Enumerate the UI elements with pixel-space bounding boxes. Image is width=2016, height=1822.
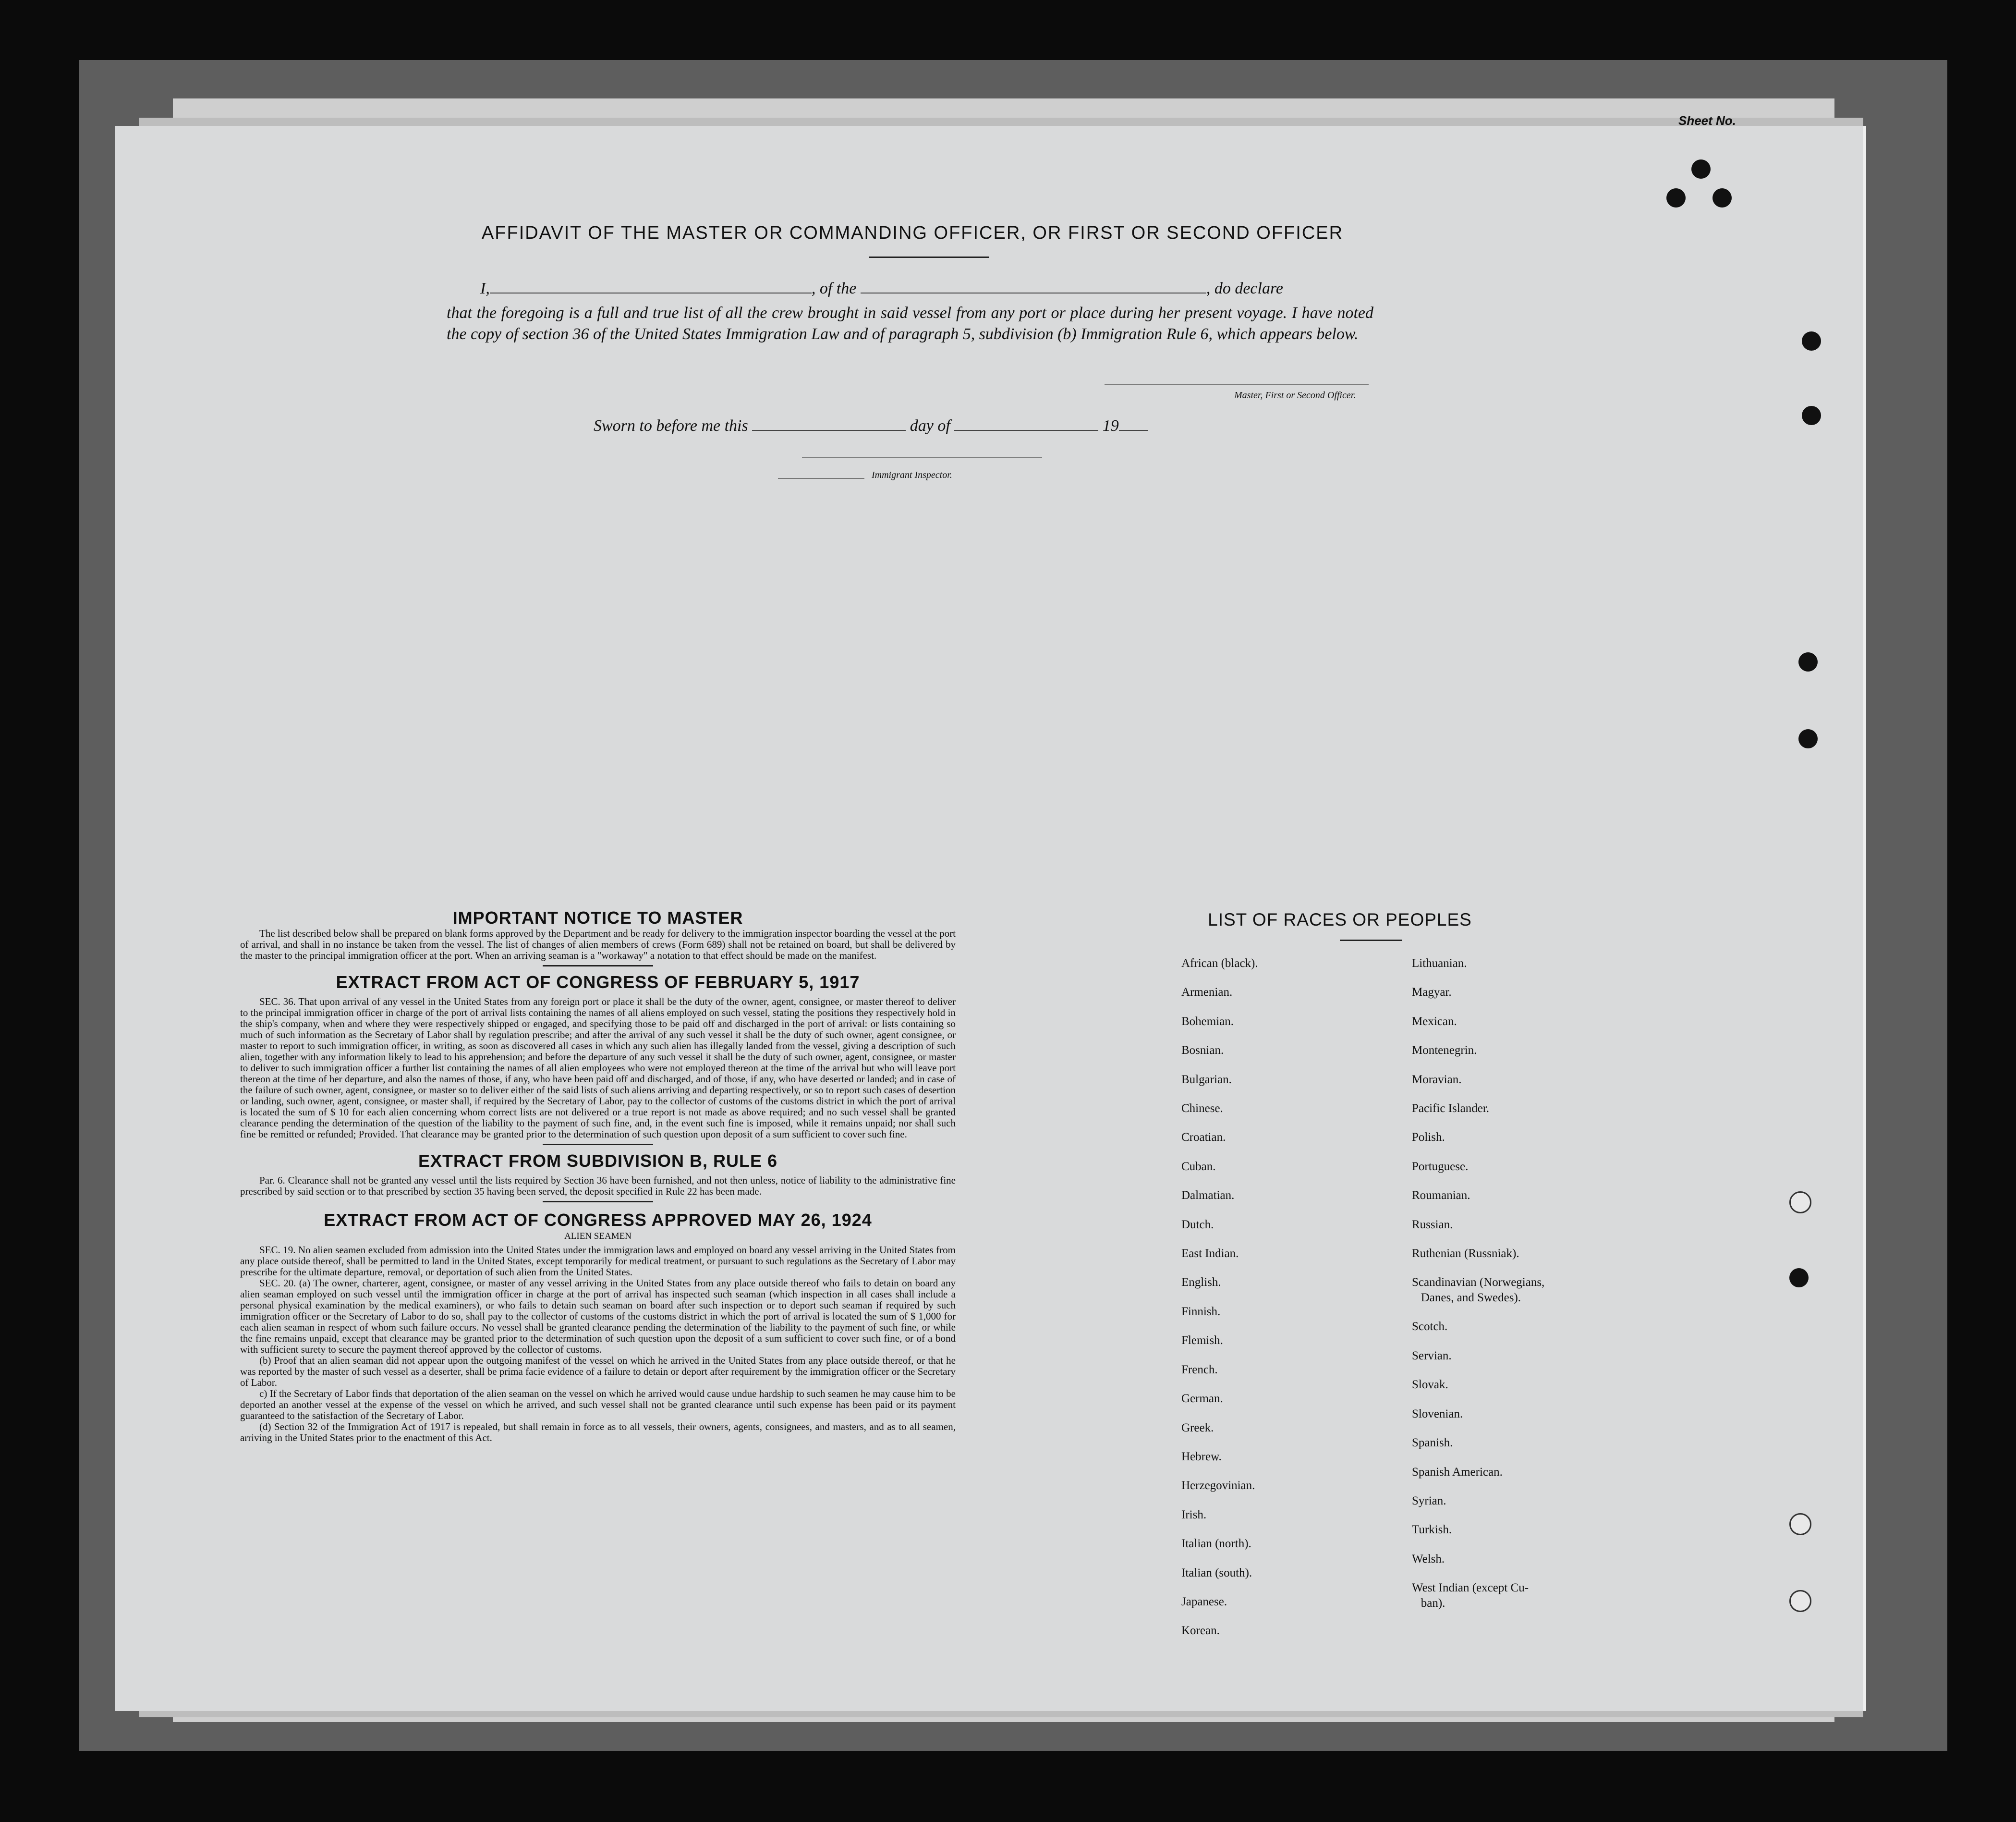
extract-1917-title: EXTRACT FROM ACT OF CONGRESS OF FEBRUARY 5, 1917: [336, 972, 860, 992]
race-item: Pacific Islander.: [1412, 1102, 1490, 1115]
month-blank[interactable]: [954, 430, 1098, 431]
race-item: Roumanian.: [1412, 1189, 1470, 1202]
sworn-statement: [594, 417, 1148, 435]
sec-19-text: SEC. 19. No alien seamen excluded from admission into the United States under the immigration laws and employed on board any vessel arriving in the United States from any place outside thereof, shall be permitted to land in the United States, except temporarily for medical treatment, or pursuant to such regulations as the Secretary of Labor may prescribe for the ultimate departure, removal, or deportation of such alien from the United States.: [240, 1244, 956, 1278]
subdivision-b-text: Par. 6. Clearance shall not be granted any vessel until the lists required by Section 36 have been furnished, and not then unless, notice of liability to the administrative fine prescribed by said section or to that prescribed by section 35 having been served, the deposit specified in Rule 22 has been made.: [240, 1174, 956, 1197]
year-blank[interactable]: [1119, 430, 1148, 431]
race-item: Herzegovinian.: [1181, 1479, 1255, 1492]
section-divider: [543, 1144, 653, 1145]
binder-hole-icon: [1798, 652, 1818, 672]
binder-hole-icon: [1789, 1513, 1811, 1535]
race-item: Flemish.: [1181, 1334, 1223, 1347]
race-item: Armenian.: [1181, 986, 1233, 999]
year-prefix: 19: [1102, 417, 1119, 435]
binder-hole-icon: [1798, 729, 1818, 748]
race-item: Moravian.: [1412, 1073, 1462, 1086]
race-item: Polish.: [1412, 1131, 1445, 1144]
race-item: Bohemian.: [1181, 1015, 1234, 1028]
affidavit-declaration-line: [480, 280, 1373, 298]
binder-hole-icon: [1789, 1590, 1811, 1612]
day-of-label: day of: [910, 417, 950, 435]
race-item: Cuban.: [1181, 1160, 1216, 1173]
extract-1924-title: EXTRACT FROM ACT OF CONGRESS APPROVED MAY 26, 1924: [324, 1210, 872, 1230]
race-item: Italian (south).: [1181, 1566, 1252, 1579]
race-item: Croatian.: [1181, 1131, 1226, 1144]
inspector-label-lead: [778, 478, 864, 479]
race-item: Spanish American.: [1412, 1465, 1503, 1479]
race-item: Bulgarian.: [1181, 1073, 1232, 1086]
section-divider: [543, 1201, 653, 1202]
extract-1924-subtitle: ALIEN SEAMEN: [564, 1231, 632, 1241]
race-item: Chinese.: [1181, 1102, 1223, 1115]
day-blank[interactable]: [752, 430, 906, 431]
binder-hole-icon: [1802, 406, 1821, 425]
race-item: Dalmatian.: [1181, 1189, 1235, 1202]
race-item: Spanish.: [1412, 1436, 1453, 1450]
binder-hole-icon: [1802, 331, 1821, 351]
race-item: Dutch.: [1181, 1218, 1214, 1231]
races-title-underline: [1340, 940, 1402, 941]
race-item: Turkish.: [1412, 1523, 1452, 1537]
sec-20a-text: SEC. 20. (a) The owner, charterer, agent, consignee, or master of any vessel arriving in the United States from any place outside thereof who fails to detain on board any alien seaman employed on such vessel until the immigration officer in charge at the port of arrival has inspected such seaman (which inspection in all cases shall include a personal physical examination by the medical examiners), or who fails to detain such seaman on board after such inspection or to deport such seaman if required by such immigration officer or the Secretary of Labor to do so, shall pay to the collector of customs of the customs district in which the port of arrival is located the sum of $ 1,000 for each alien seaman in respect of whom such failure occurs. No vessel shall be granted clearance pending the determination of the liability to the payment of such fine, or while the fine remains unpaid, except that clearance may be granted prior to the determination of such question upon the deposit of a sum sufficient to cover such fine, or of a bond with sufficient surety to secure the payment thereof approved by the collector of customs.: [240, 1277, 956, 1355]
affidavit-paragraph: that the foregoing is a full and true list of all the crew brought in said vessel from any port or place during her present voyage. I have noted the copy of section 36 of the United States Immigration Law and of paragraph 5, subdivision (b) Immigration Rule 6, which appears below.: [447, 304, 1373, 343]
race-item: Ruthenian (Russniak).: [1412, 1247, 1519, 1260]
race-item: East Indian.: [1181, 1247, 1239, 1260]
inspector-label: Immigrant Inspector.: [872, 470, 952, 480]
binder-hole-icon: [1712, 188, 1732, 208]
race-item: African (black).: [1181, 957, 1258, 970]
notice-text: The list described below shall be prepared on blank forms approved by the Department and be ready for delivery to the immigration inspector boarding the vessel at the port of arrival, and shall in no instance be taken from the vessel. The list of changes of alien members of crews (Form 689) shall not be retained on board, but shall be delivered by the master to the principal immigration officer at the port. When an arriving seaman is a "workaway" a notation to that effect should be made on the manifest.: [240, 928, 956, 961]
declaration-end: , do declare: [1206, 280, 1284, 297]
race-item: Italian (north).: [1181, 1537, 1251, 1551]
declaration-of-the: , of the: [811, 280, 857, 297]
race-item: Scotch.: [1412, 1320, 1448, 1333]
sec-20b-text: (b) Proof that an alien seaman did not appear upon the outgoing manifest of the vessel on which he arrived in the United States from any place outside thereof, or that he was reported by the master of such vessel as a deserter, shall be prima facie evidence of a failure to detain or deport after requirement by the immigration officer or the Secretary of Labor.: [240, 1355, 956, 1388]
binder-hole-icon: [1789, 1268, 1809, 1287]
race-item: German.: [1181, 1392, 1223, 1406]
race-item: Portuguese.: [1412, 1160, 1469, 1173]
race-item: English.: [1181, 1276, 1221, 1289]
race-item: West Indian (except Cu- ban).: [1412, 1581, 1529, 1610]
race-item: Mexican.: [1412, 1015, 1457, 1028]
race-item: Servian.: [1412, 1349, 1452, 1362]
race-item: Irish.: [1181, 1508, 1207, 1521]
race-item: Scandinavian (Norwegians, Danes, and Swedes).: [1412, 1276, 1545, 1305]
race-item: Finnish.: [1181, 1305, 1221, 1318]
races-column-2: [1412, 949, 1544, 1618]
race-item: Japanese.: [1181, 1595, 1227, 1608]
sec-20d-text: (d) Section 32 of the Immigration Act of 1917 is repealed, but shall remain in force as to all vessels, their owners, agents, consignees, and masters, and as to all seamen, arriving in the United States prior to the enactment of this Act.: [240, 1421, 956, 1443]
race-item: Russian.: [1412, 1218, 1453, 1231]
race-item: Welsh.: [1412, 1552, 1445, 1565]
races-title: LIST OF RACES OR PEOPLES: [1208, 910, 1472, 929]
sec-20c-text: c) If the Secretary of Labor finds that deportation of the alien seaman on the vessel on which he arrived would cause undue hardship to such seamen he may cause him to be deported an another vessel at the expense of the vessel on which he arrived, and such vessel shall not be granted clearance until such expense has been paid or its payment guaranteed to the satisfaction of the Secretary of Labor.: [240, 1388, 956, 1421]
race-item: Slovak.: [1412, 1378, 1448, 1392]
race-item: Slovenian.: [1412, 1407, 1463, 1420]
affidavit-title: AFFIDAVIT OF THE MASTER OR COMMANDING OFFICER, OR FIRST OR SECOND OFFICER: [481, 223, 1344, 243]
signature-line[interactable]: [1105, 384, 1369, 385]
race-item: Hebrew.: [1181, 1450, 1222, 1463]
race-item: Montenegrin.: [1412, 1044, 1477, 1057]
extract-1917-text: SEC. 36. That upon arrival of any vessel in the United States from any foreign port or place it shall be the duty of the owner, agent, consignee, or master thereof to deliver to the principal immigration officer in charge of the port of arrival lists containing the names of all aliens employed on such vessel, stating the positions they respectively hold in the ship's company, when and where they were respectively shipped or engaged, and specifying those to be paid off and discharged in the port of arrival: or lists containing so much of such information as the Secretary of Labor shall by regulation prescribe; and after the arrival of any such vessel it shall be the duty of such owner, agent consignee, or master to report to such immigration officer, in writing, as soon as discovered all cases in which any such alien has illegally landed from the vessel, giving a description of such alien, together with any information likely to lead to his apprehension; and before the departure of any such vessel it shall be the duty of such owner, agent, consignee, or master to deliver to such immigration officer a further list containing the names of all alien employees who were not employed thereon at the time of the arrival but who will leave port thereon at the time of her departure, and also the names of those, if any, who have been paid off and discharged, and of those, if any, who have deserted or landed; and in case of the failure of such owner, agent, consignee, or master so to deliver either of the said lists of such aliens arriving and departing respectively, or so to report such cases of desertion or landing, such owner, agent, consignee, or master shall, if required by the Secretary of Labor, pay to the collector of customs of the customs district in which the port of arrival is located the sum of $ 10 for each alien concerning whom correct lists are not delivered or a true report is not made as above required; and no such vessel shall be granted clearance pending the determination of the question of the liability to the payment of such fine, and, in the event such fine is imposed, while it remains unpaid; nor shall such fine be remitted or refunded; Provided. That clearance may be granted prior to the determination of such question upon deposit of a sum sufficient to cover such fine.: [240, 996, 956, 1140]
declaration-i: I,: [480, 280, 490, 297]
race-item: Bosnian.: [1181, 1044, 1224, 1057]
binder-hole-icon: [1691, 159, 1711, 179]
races-column-1: [1181, 949, 1258, 1646]
section-divider: [543, 965, 653, 966]
binder-hole-icon: [1789, 1191, 1811, 1213]
binder-hole-icon: [1666, 188, 1686, 208]
race-item: French.: [1181, 1363, 1218, 1376]
race-item: Magyar.: [1412, 986, 1452, 999]
sworn-label: Sworn to before me this: [594, 417, 748, 435]
notice-title: IMPORTANT NOTICE TO MASTER: [452, 908, 743, 928]
regulations-column: [240, 908, 956, 1443]
inspector-signature-line[interactable]: [802, 457, 1042, 458]
race-item: Lithuanian.: [1412, 957, 1467, 970]
race-item: Korean.: [1181, 1624, 1220, 1638]
title-underline: [869, 257, 989, 258]
race-item: Greek.: [1181, 1421, 1214, 1434]
subdivision-b-title: EXTRACT FROM SUBDIVISION B, RULE 6: [418, 1151, 778, 1171]
signature-label: Master, First or Second Officer.: [1234, 390, 1356, 401]
race-item: Syrian.: [1412, 1494, 1446, 1507]
sheet-number-label: Sheet No.: [1678, 113, 1736, 128]
